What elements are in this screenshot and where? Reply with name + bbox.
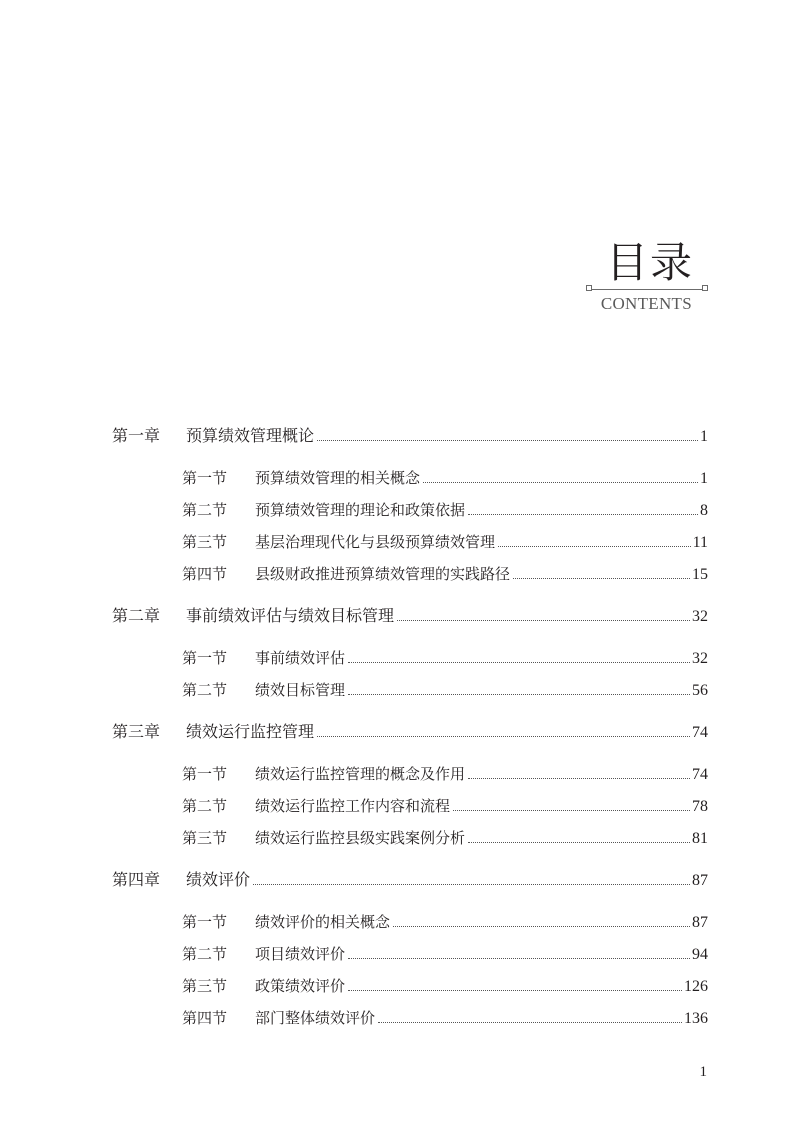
chapter-title: 预算绩效管理概论 [186, 426, 315, 445]
section-number: 第一节 [182, 649, 228, 667]
dot-leader [253, 884, 690, 885]
section-number: 第四节 [182, 565, 228, 583]
chapter-number: 第一章 [112, 426, 161, 445]
toc-section-4-4[interactable] [112, 1002, 708, 1034]
divider-left-ornament [586, 285, 592, 291]
dot-leader [397, 620, 690, 621]
section-number: 第二节 [182, 681, 228, 699]
dot-leader [348, 990, 682, 991]
section-title: 预算绩效管理的相关概念 [255, 469, 421, 487]
chapter-title: 绩效运行监控管理 [186, 722, 315, 741]
toc-section-1-2[interactable] [112, 494, 708, 526]
section-number: 第四节 [182, 1009, 228, 1027]
section-number: 第一节 [182, 469, 228, 487]
section-title: 基层治理现代化与县级预算绩效管理 [255, 533, 496, 551]
section-title: 绩效运行监控县级实践案例分析 [255, 829, 466, 847]
divider-right-ornament [702, 285, 708, 291]
toc-chapter-4[interactable] [112, 864, 708, 896]
dot-leader [393, 926, 690, 927]
toc-section-1-1[interactable] [112, 462, 708, 494]
toc-chapter-2[interactable] [112, 600, 708, 632]
chapter-page: 32 [692, 608, 708, 625]
section-page: 32 [692, 650, 708, 667]
section-title: 事前绩效评估 [255, 649, 346, 667]
section-title: 预算绩效管理的理论和政策依据 [255, 501, 466, 519]
dot-leader [498, 546, 691, 547]
section-title: 绩效运行监控工作内容和流程 [255, 797, 451, 815]
section-number: 第三节 [182, 829, 228, 847]
toc-section-1-4[interactable] [112, 558, 708, 590]
section-page: 78 [692, 798, 708, 815]
dot-leader [348, 958, 690, 959]
section-page: 87 [692, 914, 708, 931]
toc-section-4-1[interactable] [112, 906, 708, 938]
dot-leader [513, 578, 690, 579]
section-title: 绩效评价的相关概念 [255, 913, 391, 931]
toc-section-3-2[interactable] [112, 790, 708, 822]
chapter-number: 第三章 [112, 722, 161, 741]
dot-leader [453, 810, 690, 811]
section-title: 县级财政推进预算绩效管理的实践路径 [255, 565, 511, 583]
toc-chapter-1[interactable] [112, 420, 708, 452]
section-page: 15 [692, 566, 708, 583]
section-page: 94 [692, 946, 708, 963]
toc-section-4-3[interactable] [112, 970, 708, 1002]
page-title: 目录 [605, 238, 694, 287]
dot-leader [317, 736, 690, 737]
dot-leader [468, 778, 690, 779]
section-title: 部门整体绩效评价 [255, 1009, 376, 1027]
section-title: 政策绩效评价 [255, 977, 346, 995]
dot-leader [423, 482, 698, 483]
dot-leader [468, 514, 698, 515]
section-page: 74 [692, 766, 708, 783]
chapter-title: 绩效评价 [186, 870, 251, 889]
chapter-number: 第四章 [112, 870, 161, 889]
page-subtitle: CONTENTS [600, 294, 692, 313]
section-page: 126 [684, 978, 708, 995]
toc-section-4-2[interactable] [112, 938, 708, 970]
section-page: 1 [700, 470, 708, 487]
toc-section-2-2[interactable] [112, 674, 708, 706]
section-title: 绩效目标管理 [255, 681, 346, 699]
toc-chapter-3[interactable] [112, 716, 708, 748]
chapter-number: 第二章 [112, 606, 161, 625]
dot-leader [317, 440, 698, 441]
dot-leader [348, 662, 690, 663]
section-page: 11 [692, 534, 708, 551]
dot-leader [378, 1022, 682, 1023]
toc-section-2-1[interactable] [112, 642, 708, 674]
section-page: 136 [684, 1010, 708, 1027]
dot-leader [468, 842, 690, 843]
section-page: 81 [692, 830, 708, 847]
section-number: 第三节 [182, 977, 228, 995]
title-divider [590, 289, 704, 290]
chapter-title: 事前绩效评估与绩效目标管理 [186, 606, 395, 625]
table-of-contents [112, 420, 708, 1034]
section-page: 8 [700, 502, 708, 519]
section-number: 第二节 [182, 945, 228, 963]
section-number: 第一节 [182, 765, 228, 783]
section-title: 项目绩效评价 [255, 945, 346, 963]
page-number: 1 [699, 1064, 707, 1080]
toc-heading [580, 240, 710, 320]
dot-leader [348, 694, 690, 695]
section-number: 第一节 [182, 913, 228, 931]
section-number: 第三节 [182, 533, 228, 551]
chapter-page: 87 [692, 872, 708, 889]
toc-section-3-1[interactable] [112, 758, 708, 790]
section-page: 56 [692, 682, 708, 699]
chapter-page: 74 [692, 724, 708, 741]
toc-section-1-3[interactable] [112, 526, 708, 558]
section-number: 第二节 [182, 501, 228, 519]
toc-section-3-3[interactable] [112, 822, 708, 854]
section-title: 绩效运行监控管理的概念及作用 [255, 765, 466, 783]
section-number: 第二节 [182, 797, 228, 815]
chapter-page: 1 [700, 428, 708, 445]
